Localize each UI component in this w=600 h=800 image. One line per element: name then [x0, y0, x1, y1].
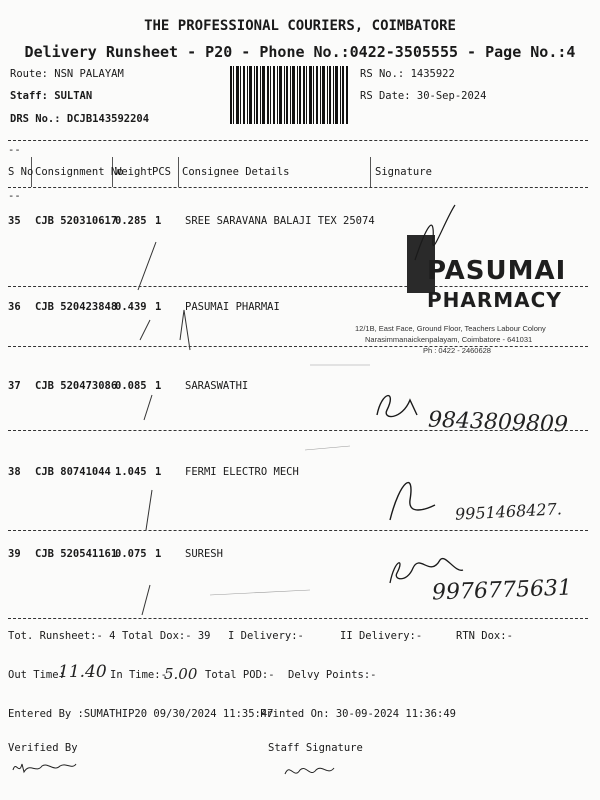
divider [8, 187, 588, 188]
row-consignment: CJB 80741044 [35, 466, 111, 478]
staff: Staff: SULTAN [10, 90, 93, 102]
row-consignee: PASUMAI PHARMAI [185, 301, 280, 313]
verifier-signature [10, 756, 80, 780]
total-dox: Total Dox:- 39 [122, 630, 211, 642]
dash-mark: -- [8, 190, 21, 202]
dash-mark: -- [8, 144, 21, 156]
stamp-phone: Ph : 0422 - 2460628 [423, 346, 491, 355]
row-sno: 39 [8, 548, 21, 560]
row-weight: 0.085 [115, 380, 147, 392]
row-sno: 38 [8, 466, 21, 478]
stamp-name-2: PHARMACY [427, 288, 562, 312]
row-pcs: 1 [155, 215, 162, 227]
row-consignee: FERMI ELECTRO MECH [185, 466, 299, 478]
row-weight: 0.075 [115, 548, 147, 560]
handwritten-phone-37: 9843809809 [427, 407, 569, 438]
row-sno: 37 [8, 380, 21, 392]
row-consignee: SARASWATHI [185, 380, 249, 392]
row-weight: 0.439 [115, 301, 147, 313]
col-weight: Weight [115, 166, 153, 178]
row-consignment: CJB 520423848 [35, 301, 118, 313]
entered-by: Entered By :SUMATHIP20 09/30/2024 11:35:47 [8, 708, 274, 720]
col-rule [178, 157, 179, 187]
in-time-label: In Time:- [110, 669, 167, 681]
row-sno: 35 [8, 215, 21, 227]
runsheet-title: Delivery Runsheet - P20 - Phone No.:0422-3505555 - Page No.:4 [24, 43, 576, 61]
printed-on: Printed On: 30-09-2024 11:36:49 [260, 708, 456, 720]
staff-signature [282, 760, 342, 784]
row-weight: 0.285 [115, 215, 147, 227]
barcode [230, 66, 348, 124]
rtn-dox: RTN Dox:- [456, 630, 513, 642]
col-pcs: PCS [152, 166, 171, 178]
out-time-label: Out Time: [8, 669, 65, 681]
stamp-name-1: PASUMAI [427, 256, 567, 286]
row-consignment: CJB 520473086 [35, 380, 118, 392]
ii-delivery: II Delivery:- [340, 630, 423, 642]
signature-scribble-35 [405, 200, 475, 270]
row-consignment: CJB 520541161 [35, 548, 118, 560]
i-delivery: I Delivery:- [228, 630, 304, 642]
col-sno: S No [8, 166, 34, 178]
divider [8, 140, 588, 141]
row-weight: 1.045 [115, 466, 147, 478]
handwritten-phone-38: 9951468427. [454, 499, 563, 524]
tot-runsheet: Tot. Runsheet:- 4 [8, 630, 116, 642]
col-consignment: Consignment No [35, 166, 124, 178]
col-rule [370, 157, 371, 187]
staff-signature-label: Staff Signature [268, 742, 363, 754]
delvy-points: Delvy Points:- [288, 669, 377, 681]
stamp-address-1: 12/1B, East Face, Ground Floor, Teachers Labour Colony [355, 324, 546, 333]
row-sno: 36 [8, 301, 21, 313]
stamp-address-2: Narasimmanaickenpalayam, Coimbatore - 641031 [365, 335, 533, 344]
total-pod: Total POD:- [205, 669, 275, 681]
row-consignee: SREE SARAVANA BALAJI TEX 25074 [185, 215, 375, 227]
handwritten-phone-39: 9976775631 [431, 575, 573, 606]
row-pcs: 1 [155, 380, 162, 392]
signature-scribble-37 [372, 385, 432, 430]
verified-by: Verified By [8, 742, 78, 754]
company-title: THE PROFESSIONAL COURIERS, COIMBATORE [144, 18, 456, 34]
out-time-value: 11.40 [58, 662, 107, 682]
col-signature: Signature [375, 166, 432, 178]
signature-scribble-38 [380, 470, 450, 530]
rs-number: RS No.: 1435922 [360, 68, 455, 80]
drs-number: DRS No.: DCJB143592204 [10, 113, 150, 125]
col-consignee: Consignee Details [182, 166, 290, 178]
row-consignment: CJB 520310617 [35, 215, 118, 227]
route: Route: NSN PALAYAM [10, 68, 124, 80]
row-pcs: 1 [155, 466, 162, 478]
row-pcs: 1 [155, 548, 162, 560]
in-time-value: 5.00 [164, 665, 198, 683]
row-consignee: SURESH [185, 548, 223, 560]
rs-date: RS Date: 30-Sep-2024 [360, 90, 487, 102]
pen-strokes [110, 190, 390, 620]
row-pcs: 1 [155, 301, 162, 313]
